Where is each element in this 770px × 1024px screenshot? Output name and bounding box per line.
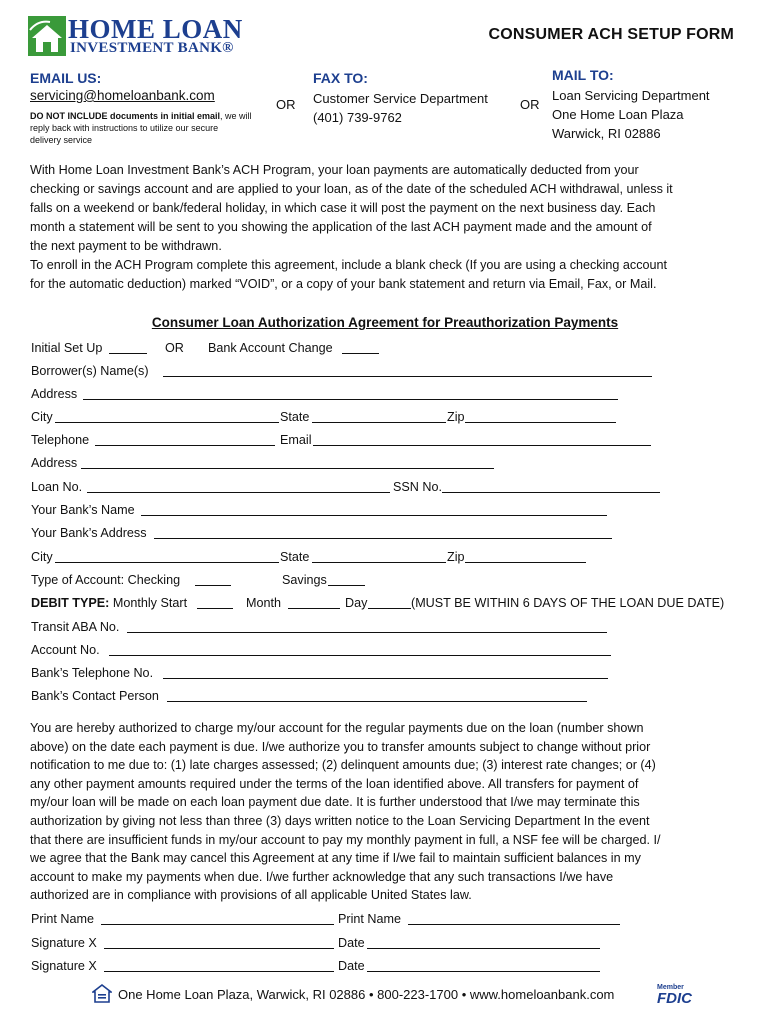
intro-line: month a statement will be sent to you showing the application of the last ACH payment made and the amount of: [30, 220, 652, 234]
print-name-label-2: Print Name: [338, 912, 401, 926]
fax-department: Customer Service Department: [313, 91, 488, 106]
fax-heading: FAX TO:: [313, 70, 368, 86]
intro-line: falls on a weekend or bank/federal holiday, in which case it will post the payment on the next business day. Each: [30, 201, 656, 215]
savings-field[interactable]: [328, 571, 365, 586]
email-heading: EMAIL US:: [30, 70, 102, 86]
bank-name-field[interactable]: [141, 501, 607, 516]
signature-field-2[interactable]: [104, 957, 334, 972]
zip-label: Zip: [447, 410, 465, 424]
telephone-label: Telephone: [31, 433, 90, 447]
account-no-field[interactable]: [109, 641, 611, 656]
address-label: Address: [31, 387, 78, 401]
day-note: (MUST BE WITHIN 6 DAYS OF THE LOAN DUE DATE): [411, 596, 725, 610]
authorization-paragraph: [30, 719, 738, 905]
intro-paragraph: [30, 161, 738, 294]
authorization-line: my/our loan will be made on each loan payment due date. It is further understood that I/we may terminate this: [30, 795, 640, 810]
bank-city-field[interactable]: [55, 548, 279, 563]
city-label: City: [31, 410, 53, 424]
signature-field-1[interactable]: [104, 934, 334, 949]
authorization-line: authorized are in compliance with provisions of all applicable United States law.: [30, 888, 472, 903]
address2-label: Address: [31, 456, 78, 470]
date-field-2[interactable]: [367, 957, 600, 972]
intro-line: To enroll in the ACH Program complete this agreement, include a blank check (If you are using a checking account: [30, 258, 668, 272]
authorization-line: above) on the date each payment is due. I/we authorize you to transfer amounts subject to change without prior: [30, 739, 651, 754]
authorization-line: any other payment amounts required under the terms of the loan identified above. All transfers for payment of: [30, 776, 639, 791]
authorization-line: You are hereby authorized to charge my/our account for the regular payments due on the loan (number shown: [30, 721, 644, 735]
mail-line3: Warwick, RI 02886: [552, 126, 661, 141]
savings-label: Savings: [282, 573, 327, 587]
authorization-line: authorization by giving not less than three (3) days written notice to the Loan Servicing Department In the event: [30, 813, 650, 828]
email-address-link[interactable]: servicing@homeloanbank.com: [30, 88, 215, 103]
borrowers-field[interactable]: [163, 362, 652, 377]
bank-phone-field[interactable]: [163, 664, 608, 679]
mail-line1: Loan Servicing Department: [552, 88, 710, 103]
authorization-line: account to make my payments when due. I/we further acknowledge that any such transactions I/we have: [30, 869, 614, 884]
date-field-1[interactable]: [367, 934, 600, 949]
email-note: [30, 110, 260, 146]
mail-heading: MAIL TO:: [552, 67, 614, 83]
form-title: CONSUMER ACH SETUP FORM: [488, 26, 734, 43]
authorization-line: that there are insufficient funds in my/our account to pay my monthly payment in full, a NSF fee will be charged. I/: [30, 832, 661, 847]
month-label: Month: [246, 596, 282, 610]
print-name-field-1[interactable]: [101, 910, 334, 925]
account-type-label: Type of Account: Checking: [31, 573, 181, 587]
fax-number: (401) 739-9762: [313, 110, 402, 125]
initial-setup-label: Initial Set Up: [31, 341, 103, 355]
bank-name-label: Your Bank’s Name: [31, 503, 135, 517]
email-label: Email: [280, 433, 312, 447]
initial-setup-field[interactable]: [109, 339, 147, 354]
bank-phone-label: Bank’s Telephone No.: [31, 666, 154, 680]
print-name-field-2[interactable]: [408, 910, 620, 925]
transit-field[interactable]: [127, 618, 607, 633]
agreement-title: Consumer Loan Authorization Agreement for Preauthorization Payments: [151, 315, 619, 330]
address-field[interactable]: [83, 385, 618, 400]
authorization-line: notification to me due to: (1) late charges assessed; (2) delinquent amounts due; (3) interest rate changes; or (4): [30, 758, 656, 773]
borrowers-label: Borrower(s) Name(s): [31, 364, 149, 378]
fdic-member-label: Member: [657, 984, 684, 991]
email-note-bold: DO NOT INCLUDE documents in initial email: [30, 111, 221, 121]
bank-zip-label: Zip: [447, 550, 465, 564]
logo-name-line2: INVESTMENT BANK®: [70, 40, 234, 56]
or-separator-2: OR: [520, 97, 540, 112]
bank-state-field[interactable]: [312, 548, 446, 563]
ssn-no-field[interactable]: [442, 478, 660, 493]
monthly-start-label: Monthly Start: [109, 596, 188, 610]
address2-field[interactable]: [81, 454, 494, 469]
debit-type-label: DEBIT TYPE:: [31, 596, 110, 610]
equal-housing-lender-icon: [92, 984, 112, 1004]
state-field[interactable]: [312, 408, 446, 423]
signature-label-1: Signature X: [31, 936, 97, 950]
bank-zip-field[interactable]: [465, 548, 586, 563]
intro-line: the next payment to be withdrawn.: [30, 239, 222, 253]
telephone-field[interactable]: [95, 431, 275, 446]
date-label-1: Date: [338, 936, 365, 950]
email-note-rest-2: reply back with instructions to utilize our secure: [30, 123, 219, 133]
mail-line2: One Home Loan Plaza: [552, 107, 684, 122]
intro-line: With Home Loan Investment Bank’s ACH Program, your loan payments are automatically deducted from your: [30, 163, 639, 177]
bank-change-field[interactable]: [342, 339, 379, 354]
transit-label: Transit ABA No.: [31, 620, 120, 634]
account-no-label: Account No.: [31, 643, 100, 657]
email-field[interactable]: [313, 431, 651, 446]
monthly-start-field[interactable]: [197, 594, 233, 609]
bank-change-label: Bank Account Change: [208, 341, 333, 355]
bank-contact-label: Bank’s Contact Person: [31, 689, 159, 703]
bank-contact-field[interactable]: [167, 687, 587, 702]
bank-address-label: Your Bank’s Address: [31, 526, 147, 540]
zip-field[interactable]: [465, 408, 616, 423]
bank-state-label: State: [280, 550, 310, 564]
authorization-line: we agree that the Bank may cancel this Agreement at any time if I/we fail to maintain sufficient balances in my: [30, 851, 641, 866]
email-note-rest-1: , we will: [220, 111, 252, 121]
debit-type-text: [31, 594, 187, 612]
intro-line: for the automatic deduction) marked “VOID”, or a copy of your bank statement and return via Email, Fax, or Mail.: [30, 277, 657, 291]
logo-name-line1: HOME LOAN: [68, 14, 243, 44]
state-label: State: [280, 410, 310, 424]
loan-no-label: Loan No.: [31, 480, 83, 494]
checking-field[interactable]: [195, 571, 231, 586]
print-name-label-1: Print Name: [31, 912, 94, 926]
day-field[interactable]: [368, 594, 411, 609]
signature-label-2: Signature X: [31, 959, 97, 973]
footer-address: One Home Loan Plaza, Warwick, RI 02886 • 800-223-1700 • www.homeloanbank.com: [118, 987, 615, 1002]
intro-line: checking or savings account and are applied to your loan, as of the date of the scheduled ACH withdrawal, unless it: [30, 182, 673, 196]
email-note-rest-3: delivery service: [30, 135, 93, 145]
ssn-no-label: SSN No.: [393, 480, 442, 494]
date-label-2: Date: [338, 959, 365, 973]
loan-no-field[interactable]: [87, 478, 390, 493]
or-label: OR: [165, 341, 184, 355]
bank-address-field[interactable]: [154, 524, 612, 539]
city-field[interactable]: [55, 408, 279, 423]
house-logo-icon: [28, 16, 66, 56]
day-label: Day: [345, 596, 368, 610]
month-field[interactable]: [288, 594, 340, 609]
fdic-logo: FDIC: [657, 990, 692, 1007]
bank-city-label: City: [31, 550, 53, 564]
or-separator-1: OR: [276, 97, 296, 112]
